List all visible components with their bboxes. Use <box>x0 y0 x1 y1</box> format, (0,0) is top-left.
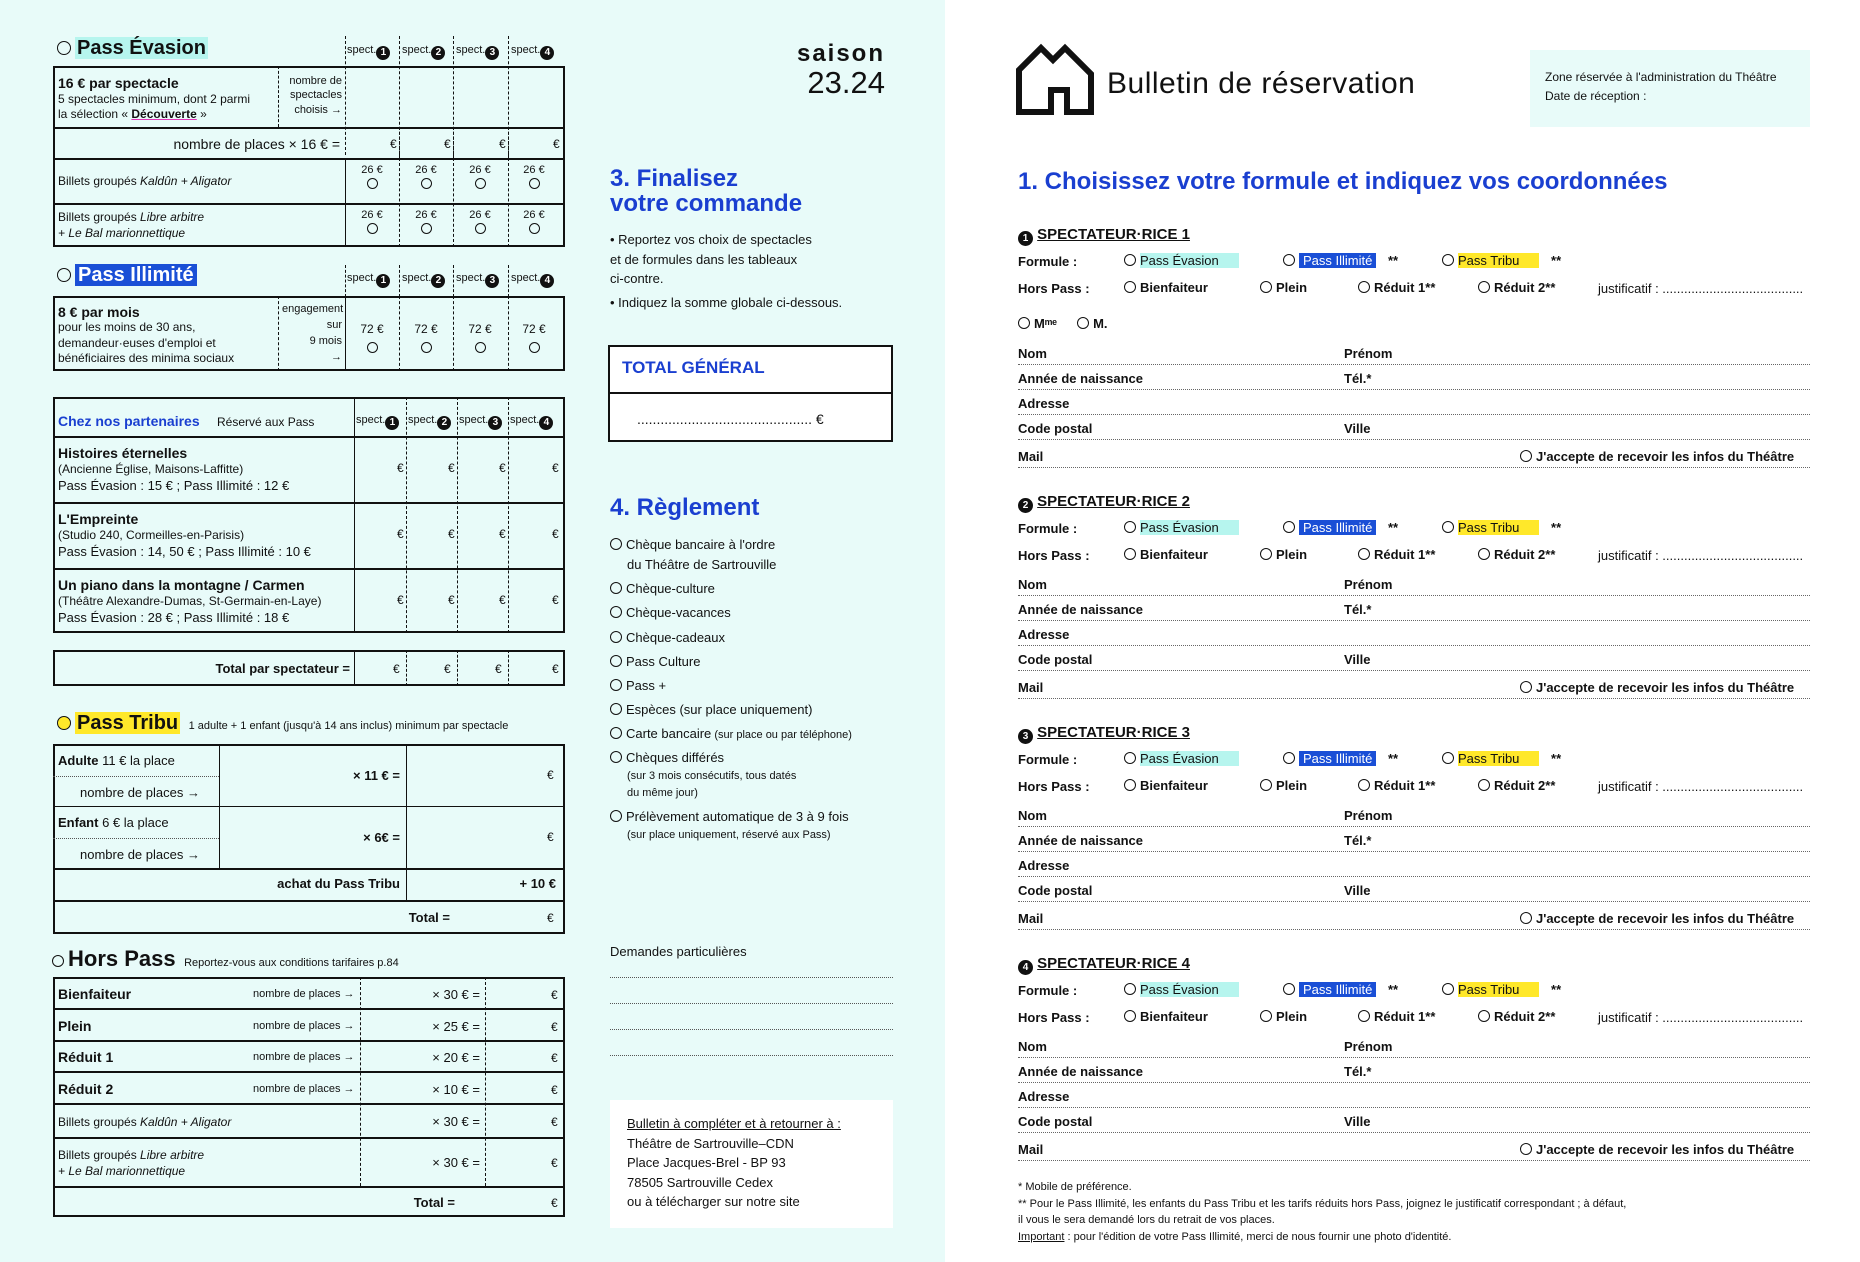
justificatif-field[interactable]: justificatif : ....................................... <box>1598 281 1804 296</box>
field-label: Adresse <box>1018 627 1070 642</box>
formule-illimite-option[interactable]: Pass Illimité ** <box>1283 520 1398 535</box>
formule-tribu-option[interactable]: Pass Tribu ** <box>1442 253 1561 268</box>
field-label: Mail <box>1018 680 1044 695</box>
field-label: Tél.* <box>1344 371 1372 386</box>
bulletin-title: Bulletin de réservation <box>1107 67 1416 100</box>
evasion-desc1: 5 spectacles minimum, dont 2 parmi <box>58 92 251 106</box>
hors-plein-option[interactable]: Plein <box>1260 1009 1307 1024</box>
tribu-plus10: + 10 € <box>519 876 556 891</box>
tribu-adulte-label: Adulte 11 € la place <box>58 753 175 768</box>
field-label: Code postal <box>1018 1114 1093 1129</box>
field-label: Prénom <box>1344 808 1393 823</box>
reglement-option[interactable]: Pass Culture <box>610 652 852 672</box>
reglement-option[interactable]: Prélèvement automatique de 3 à 9 fois <box>610 807 852 827</box>
field-input-line[interactable] <box>1018 1160 1810 1161</box>
reglement-option[interactable]: Pass + <box>610 676 852 696</box>
footnotes: * Mobile de préférence. ** Pour le Pass Illimité, les enfants du Pass Tribu et les tarifs réduits hors Pass, joignez le justificatif correspondant ; à défaut, il vous le sera demandé lors du retrait de vos places. Important : pour l'édition de votre Pass Illimité, merci de nous fournir une photo d'identité. <box>1018 1181 1627 1243</box>
reglement-option[interactable]: Chèque-cadeaux <box>610 628 852 648</box>
hors-plein-option[interactable]: Plein <box>1260 778 1307 793</box>
tribu-radio[interactable] <box>57 716 71 730</box>
spectateur-heading: 2 SPECTATEUR·RICE 2 <box>1018 493 1190 513</box>
field-input-line[interactable] <box>1018 901 1810 902</box>
hors-bienfaiteur-option[interactable]: Bienfaiteur <box>1124 1009 1208 1024</box>
tribu-table <box>53 744 565 934</box>
field-label: Ville <box>1344 421 1371 436</box>
reglement-option[interactable]: Carte bancaire (sur place ou par téléphone) <box>610 724 852 744</box>
hors-reduit1-option[interactable]: Réduit 1** <box>1358 547 1435 562</box>
reglement-option[interactable]: Chèque-culture <box>610 579 852 599</box>
spectateur-heading: 3 SPECTATEUR·RICE 3 <box>1018 724 1190 744</box>
evasion-groupe2: Billets groupés Libre arbitre + Le Bal marionnettique <box>58 210 205 240</box>
total-general-title: TOTAL GÉNÉRAL <box>622 358 765 377</box>
reglement-option[interactable]: Chèque-vacances <box>610 603 852 623</box>
field-label: Code postal <box>1018 883 1093 898</box>
evasion-groupe1: Billets groupés Kaldûn + Aligator <box>58 174 232 188</box>
finalisez-instructions: • Reportez vos choix de spectacles et de formules dans les tableaux ci-contre. • Indiquez la somme globale ci-dessous. <box>610 232 843 310</box>
field-label: Ville <box>1344 652 1371 667</box>
accept-infos-option[interactable]: J'accepte de recevoir les infos du Théâtre <box>1520 680 1794 695</box>
horspass-note: Reportez-vous aux conditions tarifaires p.84 <box>184 957 399 969</box>
retour-address: Bulletin à compléter et à retourner à : Théâtre de Sartrouville–CDN Place Jacques-Brel - BP 93 78505 Sartrouville Cedex ou à télécharger sur notre site <box>627 1116 841 1209</box>
field-label: Adresse <box>1018 858 1070 873</box>
evasion-radio[interactable] <box>57 41 71 55</box>
field-input-line[interactable] <box>1018 1082 1810 1083</box>
tribu-x6: × 6€ = <box>363 830 400 845</box>
field-label: Mail <box>1018 911 1044 926</box>
field-label: Nom <box>1018 1039 1047 1054</box>
illimite-radio[interactable] <box>57 268 71 282</box>
tribu-heading <box>57 712 508 735</box>
hors-reduit1-option[interactable]: Réduit 1** <box>1358 1009 1435 1024</box>
accept-infos-option[interactable]: J'accepte de recevoir les infos du Théâtre <box>1520 911 1794 926</box>
reglement-option[interactable]: Chèques différés <box>610 748 852 768</box>
evasion-desc2: la sélection « Découverte » <box>58 107 207 121</box>
partenaires-note: Réservé aux Pass <box>217 415 315 429</box>
saison-logo: saison 23.24 <box>796 40 885 100</box>
illimite-title: Pass Illimité <box>75 264 197 286</box>
spectateur-heading: 1 SPECTATEUR·RICE 1 <box>1018 226 1190 246</box>
admin-zone-text: Zone réservée à l'administration du Théâtre Date de réception : <box>1545 70 1777 104</box>
theatre-logo <box>1015 40 1095 115</box>
tribu-adulte-nombre: nombre de places → <box>80 785 200 800</box>
hors-bienfaiteur-option[interactable]: Bienfaiteur <box>1124 778 1208 793</box>
horspass-title: Hors Pass <box>68 946 176 971</box>
justificatif-field[interactable]: justificatif : ....................................... <box>1598 1010 1804 1025</box>
partenaire-item: Un piano dans la montagne / Carmen (Théâtre Alexandre-Dumas, St-Germain-en-Laye) Pass Évasion : 28 € ; Pass Illimité : 18 € <box>58 577 322 625</box>
hors-bienfaiteur-option[interactable]: Bienfaiteur <box>1124 280 1208 295</box>
formule-evasion-option[interactable]: Pass Évasion <box>1124 253 1239 268</box>
reglement-options: Chèque bancaire à l'ordre du Théâtre de Sartrouville Chèque-culture Chèque-vacances Chèque-cadeaux Pass Culture Pass + Espèces (sur place uniquement) Carte bancaire (sur place ou par téléphone) Chèques différés (sur 3 mois consécutifs, tous datés du même jour) Prélèvement automatique de 3 à 9 fois (sur place uniquement, réservé aux Pass) <box>610 535 852 844</box>
evasion-nombre-label: nombre de spectacles choisis → <box>289 75 342 116</box>
hors-reduit2-option[interactable]: Réduit 2** <box>1478 547 1555 562</box>
horspass-table <box>53 977 565 1217</box>
finalisez-title: 3. Finalisez votre commande <box>610 165 803 218</box>
decouverte-link[interactable]: Découverte <box>131 107 197 121</box>
partenaires-title: Chez nos partenaires <box>58 413 200 429</box>
tribu-enfant-label: Enfant 6 € la place <box>58 815 169 830</box>
evasion-heading <box>57 37 208 60</box>
hors-plein-option[interactable]: Plein <box>1260 547 1307 562</box>
illimite-desc: pour les moins de 30 ans, demandeur·euses d'emploi et bénéficiaires des minima sociaux <box>58 320 235 366</box>
field-input-line[interactable] <box>1018 929 1810 930</box>
spectateur-heading: 4 SPECTATEUR·RICE 4 <box>1018 955 1190 975</box>
formule-illimite-option[interactable]: Pass Illimité ** <box>1283 751 1398 766</box>
hors-plein-option[interactable]: Plein <box>1260 280 1307 295</box>
evasion-title: Pass Évasion <box>77 37 206 59</box>
field-label: Prénom <box>1344 1039 1393 1054</box>
evasion-price-title: 16 € par spectacle <box>58 75 179 91</box>
field-label: Année de naissance <box>1018 833 1143 848</box>
accept-infos-option[interactable]: J'accepte de recevoir les infos du Théâtre <box>1520 449 1794 464</box>
field-input-line[interactable] <box>1018 467 1810 468</box>
field-label: Mail <box>1018 1142 1044 1157</box>
horspass-radio[interactable] <box>52 955 64 967</box>
tribu-note: 1 adulte + 1 enfant (jusqu'à 14 ans inclus) minimum par spectacle <box>188 720 509 732</box>
field-label: Prénom <box>1344 577 1393 592</box>
field-input-line[interactable] <box>1018 595 1810 596</box>
field-label: Prénom <box>1344 346 1393 361</box>
field-input-line[interactable] <box>1018 389 1810 390</box>
formule-illimite-option[interactable]: Pass Illimité ** <box>1283 982 1398 997</box>
hors-reduit1-option[interactable]: Réduit 1** <box>1358 778 1435 793</box>
field-input-line[interactable] <box>1018 876 1810 877</box>
reglement-title: 4. Règlement <box>610 494 760 521</box>
hors-reduit2-option[interactable]: Réduit 2** <box>1478 778 1555 793</box>
formule-evasion-option[interactable]: Pass Évasion <box>1124 751 1239 766</box>
field-label: Adresse <box>1018 1089 1070 1104</box>
field-label: Nom <box>1018 346 1047 361</box>
section1-title: 1. Choisissez votre formule et indiquez vos coordonnées <box>1018 168 1668 195</box>
field-input-line[interactable] <box>1018 439 1810 440</box>
illimite-price-title: 8 € par mois <box>58 304 140 320</box>
tribu-total-label: Total = <box>408 910 450 925</box>
field-input-line[interactable] <box>1018 1057 1810 1058</box>
field-input-line[interactable] <box>1018 414 1810 415</box>
field-input-line[interactable] <box>1018 364 1810 365</box>
total-par-spectateur-label: Total par spectateur = <box>215 661 350 676</box>
tribu-achat-label: achat du Pass Tribu <box>277 876 400 891</box>
demandes-label: Demandes particulières <box>610 944 747 959</box>
horspass-heading <box>52 946 399 972</box>
civilite-row <box>1018 316 1108 331</box>
tribu-enfant-nombre: nombre de places → <box>80 847 200 862</box>
civilite-mme-option[interactable]: Mᵐᵉ <box>1018 316 1057 331</box>
formule-tribu-option[interactable]: Pass Tribu ** <box>1442 751 1561 766</box>
formule-illimite-option[interactable]: Pass Illimité ** <box>1283 253 1398 268</box>
civilite-m-option[interactable]: M. <box>1077 316 1107 331</box>
hors-reduit2-option[interactable]: Réduit 2** <box>1478 1009 1555 1024</box>
partenaire-item: Histoires éternelles (Ancienne Église, Maisons-Laffitte) Pass Évasion : 15 € ; Pass Illimité : 12 € <box>58 445 290 493</box>
field-input-line[interactable] <box>1018 1107 1810 1108</box>
justificatif-field[interactable]: justificatif : ....................................... <box>1598 548 1804 563</box>
formule-evasion-option[interactable]: Pass Évasion <box>1124 520 1239 535</box>
reglement-option[interactable]: Chèque bancaire à l'ordre <box>610 535 852 555</box>
partenaire-item: L'Empreinte (Studio 240, Cormeilles-en-Parisis) Pass Évasion : 14, 50 € ; Pass Illimité : 10 € <box>58 511 311 559</box>
hors-bienfaiteur-option[interactable]: Bienfaiteur <box>1124 547 1208 562</box>
field-label: Année de naissance <box>1018 602 1143 617</box>
total-general-field[interactable]: ............................................. € <box>637 411 824 427</box>
field-input-line[interactable] <box>1018 620 1810 621</box>
field-label: Tél.* <box>1344 833 1372 848</box>
reglement-option[interactable]: Espèces (sur place uniquement) <box>610 700 852 720</box>
field-input-line[interactable] <box>1018 851 1810 852</box>
formule-evasion-option[interactable]: Pass Évasion <box>1124 982 1239 997</box>
tribu-title: Pass Tribu <box>77 712 179 734</box>
field-label: Année de naissance <box>1018 371 1143 386</box>
field-input-line[interactable] <box>1018 698 1810 699</box>
field-label: Code postal <box>1018 421 1093 436</box>
evasion-places-label: nombre de places × 16 € = <box>173 136 340 152</box>
field-label: Nom <box>1018 577 1047 592</box>
field-input-line[interactable] <box>1018 670 1810 671</box>
field-label: Tél.* <box>1344 1064 1372 1079</box>
field-label: Ville <box>1344 1114 1371 1129</box>
tribu-x11: × 11 € = <box>353 768 400 783</box>
field-label: Code postal <box>1018 652 1093 667</box>
field-label: Nom <box>1018 808 1047 823</box>
field-label: Adresse <box>1018 396 1070 411</box>
justificatif-field[interactable]: justificatif : ....................................... <box>1598 779 1804 794</box>
field-input-line[interactable] <box>1018 1132 1810 1133</box>
field-label: Année de naissance <box>1018 1064 1143 1079</box>
accept-infos-option[interactable]: J'accepte de recevoir les infos du Théâtre <box>1520 1142 1794 1157</box>
field-label: Tél.* <box>1344 602 1372 617</box>
field-input-line[interactable] <box>1018 826 1810 827</box>
illimite-heading <box>57 264 197 287</box>
formule-tribu-option[interactable]: Pass Tribu ** <box>1442 520 1561 535</box>
hors-reduit1-option[interactable]: Réduit 1** <box>1358 280 1435 295</box>
field-label: Ville <box>1344 883 1371 898</box>
field-input-line[interactable] <box>1018 645 1810 646</box>
hors-reduit2-option[interactable]: Réduit 2** <box>1478 280 1555 295</box>
field-label: Mail <box>1018 449 1044 464</box>
formule-tribu-option[interactable]: Pass Tribu ** <box>1442 982 1561 997</box>
illimite-engagement: engagement sur 9 mois → <box>282 303 344 363</box>
